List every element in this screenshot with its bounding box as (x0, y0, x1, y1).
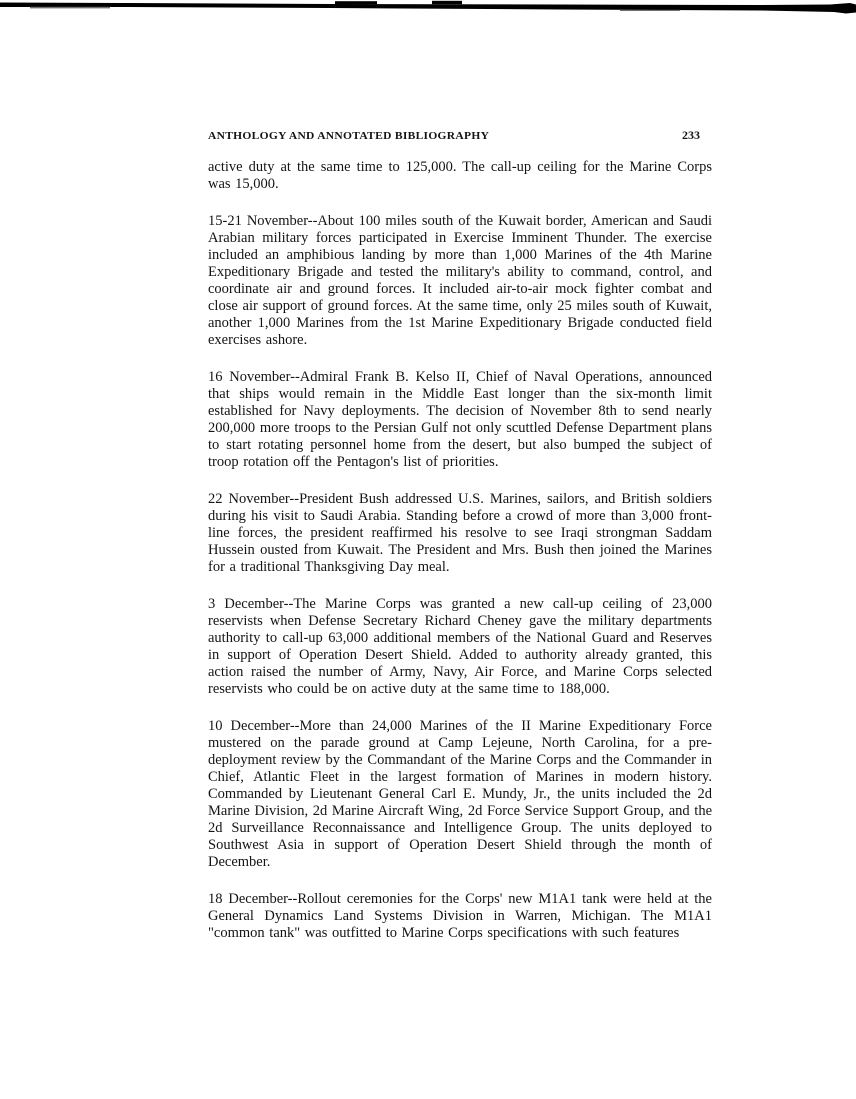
paragraph-18-december: 18 December--Rollout ceremonies for the Corps' new M1A1 tank were held at the General Dynamics Land Systems Division in Warren, Michigan. The M1A1 "common tank" was outfitted to Marine Corps specifications with such features (208, 891, 712, 941)
paragraph-3-december: 3 December--The Marine Corps was granted a new call-up ceiling of 23,000 reservists when Defense Secretary Richard Cheney gave the military departments authority to call-up 63,000 additional members of the National Guard and Reserves in support of Operation Desert Shield. Added to authority already granted, this action raised the number of Army, Navy, Air Force, and Marine Corps selected reservists who could be on active duty at the same time to 188,000. (208, 596, 712, 697)
page-content (208, 128, 712, 962)
scan-artifact-bar (0, 0, 856, 18)
paragraph-15-21-november: 15-21 November--About 100 miles south of the Kuwait border, American and Saudi Arabian military forces participated in Exercise Imminent Thunder. The exercise included an amphibious landing by more than 1,000 Marines of the 4th Marine Expeditionary Brigade and tested the military's ability to command, control, and coordinate air and ground forces. It included air-to-air mock fighter combat and close air support of ground forces. At the same time, only 25 miles south of Kuwait, another 1,000 Marines from the 1st Marine Expeditionary Brigade conducted field exercises ashore. (208, 213, 712, 348)
scan-artifact-bar-shape (0, 3, 856, 14)
scan-artifact-smudge (30, 7, 110, 9)
scan-artifact-smudge (620, 10, 680, 11)
chronology-text (208, 159, 712, 942)
paragraph-22-november: 22 November--President Bush addressed U.S. Marines, sailors, and British soldiers during his visit to Saudi Arabia. Standing before a crowd of more than 3,000 front-line forces, the president reaffirmed his resolve to see Iraqi strongman Saddam Hussein ousted from Kuwait. The President and Mrs. Bush then joined the Marines for a traditional Thanksgiving Day meal. (208, 491, 712, 575)
paragraph-16-november: 16 November--Admiral Frank B. Kelso II, Chief of Naval Operations, announced that ships would remain in the Middle East longer than the six-month limit established for Navy deployments. The decision of November 8th to send nearly 200,000 more troops to the Persian Gulf not only scuttled Defense Department plans to start rotating personnel home from the desert, but also bumped the subject of troop rotation off the Pentagon's list of priorities. (208, 369, 712, 470)
page-header (208, 128, 712, 143)
paragraph-10-december: 10 December--More than 24,000 Marines of the II Marine Expeditionary Force mustered on the parade ground at Camp Lejeune, North Carolina, for a pre-deployment review by the Commandant of the Marine Corps and the Commander in Chief, Atlantic Fleet in the largest formation of Marines in modern history. Commanded by Lieutenant General Carl E. Mundy, Jr., the units included the 2d Marine Division, 2d Marine Aircraft Wing, 2d Force Service Support Group, and the 2d Surveillance Reconnaissance and Intelligence Group. The units deployed to Southwest Asia in support of Operation Desert Shield through the month of December. (208, 718, 712, 870)
scan-artifact-bump (432, 1, 462, 4)
running-title: ANTHOLOGY AND ANNOTATED BIBLIOGRAPHY (208, 130, 490, 142)
scan-artifact-bump (335, 1, 377, 4)
page-number: 233 (682, 128, 700, 142)
paragraph-continuation-callup-ceiling: active duty at the same time to 125,000. The call-up ceiling for the Marine Corps was 15,000. (208, 159, 712, 192)
